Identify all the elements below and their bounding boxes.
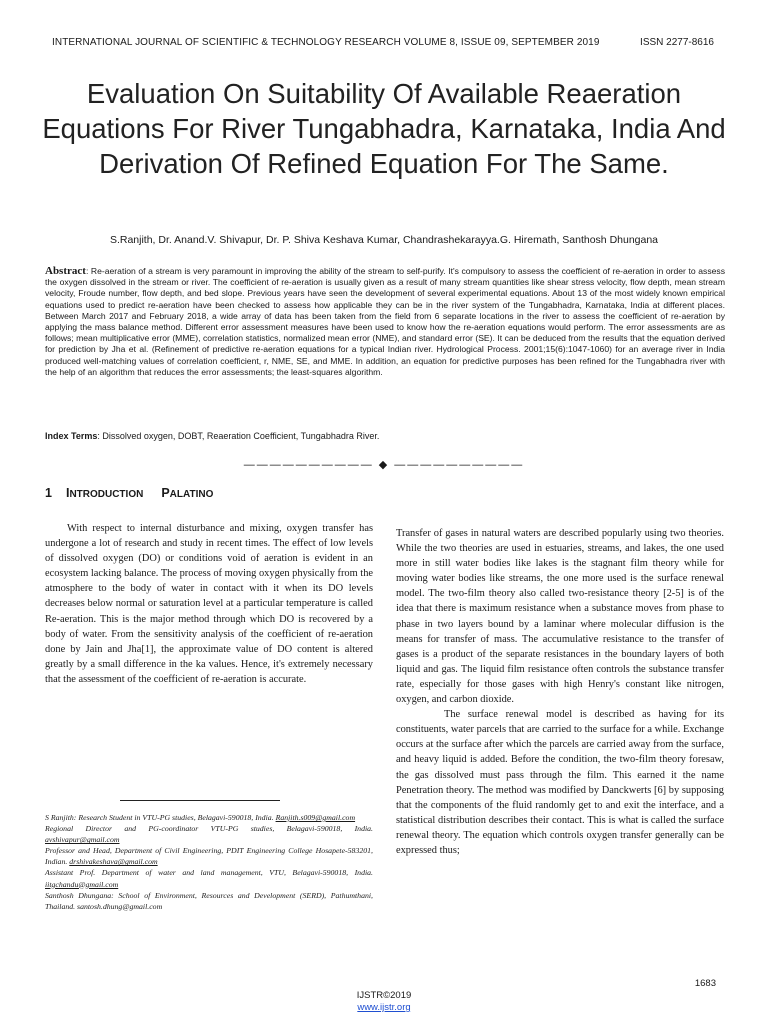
footnote-item: Professor and Head, Department of Civil Engineering, PDIT Engineering College Hosapete-583201, Indian. drshivakeshava@gmail.com xyxy=(45,846,373,867)
issn-label: ISSN 2277-8616 xyxy=(640,37,714,48)
email-link[interactable]: avshivapur@gmail.com xyxy=(45,835,120,845)
footnote-item: Regional Director and PG-coordinator VTU-PG studies, Belagavi-590018, India. avshivapur@gmail.com xyxy=(45,824,373,845)
footer-copyright: IJSTR©2019 xyxy=(356,990,412,1001)
index-terms-text: : Dissolved oxygen, DOBT, Reaeration Coefficient, Tungabhadra River. xyxy=(97,431,380,441)
abstract-text: : Re-aeration of a stream is very paramount in improving the ability of the stream to self-purify. It's compulsory to assess the coefficient of re-aeration in order to assess the oxygen dissolved in the stream or river. The coefficient of re-aeration is usually given as a result of many stream quantities like shear stress velocity, flow depth, mean stream velocity, Froude number, flow depth, and bed slope. Previous years have seen the development of several experimental equations. About 13 of the most widely known empirical equations used to predict re-aeration have been checked to assess how applicable they can be in the river system of the Tungabhadra, Karnataka, India at different places. Between March 2017 and February 2018, a wide array of data has been taken from the field from 6 separate locations in the river to assess the coefficient of re-aeration by applying the mass balance method. Different error assessment measures have been used to know how the re-aeration equations would perform. The error assessments are as follows; mean multiplicative error (MME), correlation statistics, normalized mean error (NME), and standard error (SE). It can be deduced from the results that the equation derived for prediction by Jha et al. (Refinement of predictive re-aeration equations for a typical Indian river. Hydrological Process. 2001;15(6):1047-1060) for an average river in India produced well-matching values of correlation coefficient, r, NME, SE, and MME. In addition, an equation for predictive purposes has been refined for the Tungabhadra river with the help of an algorithm that reduces the error assessments; the least-squares algorithm. xyxy=(45,266,725,377)
email-link[interactable]: drshivakeshava@gmail.com xyxy=(69,857,158,867)
paper-title: Evaluation On Suitability Of Available Reaeration Equations For River Tungabhadra, Karnataka, India And Derivation Of Refined Equation For The Same. xyxy=(42,78,726,179)
journal-header: INTERNATIONAL JOURNAL OF SCIENTIFIC & TECHNOLOGY RESEARCH VOLUME 8, ISSUE 09, SEPTEMBER 2019 xyxy=(52,37,600,48)
theory-paragraph: Transfer of gases in natural waters are described popularly using two theories. While the two theories are used in estuaries, streams, and lakes, the one used more in still water bodies like lakes is the stagnant film theory while for moving water bodies like streams, the one more used is the surface renewal model. The two-film theory also called two-resistance theory [2-5] is of the idea that there is maximum resistance when a substance moves from phase to phase in two layers bound by a laminar where molecular diffusion is the means for transfer of mass. The accumulative resistance to the transfer of gases is a product of the separate resistances in the boundary layers of both liquid and gas. The liquid film resistance often controls the substance transfer rate, especially for those gases with high Henry's constant like nitrogen, oxygen, and carbon dioxide. xyxy=(396,528,724,706)
intro-paragraph: With respect to internal disturbance and mixing, oxygen transfer has undergone a lot of research and study in recent times. The effect of low levels of dissolved oxygen (DO) or conditions void of aeration is evident in an ecosystem lacking balance. The process of moving oxygen physically from the atmosphere to the body of water in contact with it when its DO levels decreases below normal or saturation level at a particular temperature is called Re-aeration. This is the major method through which DO is recovered by a body of water. From the sensitivity analysis of the coefficient of re-aeration done by Jain and Jha[1], the approximate value of DO content is altered greatly by a small difference in the ka values. Hence, it's extremely necessary that the assessment of the coefficient of re-aeration is accurate. xyxy=(45,523,373,685)
author-list: S.Ranjith, Dr. Anand.V. Shivapur, Dr. P. Shiva Keshava Kumar, Chandrashekarayya.G. Hiremath, Santhosh Dhungana xyxy=(109,234,659,246)
footnote-rule xyxy=(120,800,280,801)
footnotes xyxy=(45,812,373,912)
index-terms xyxy=(45,431,725,441)
index-terms-label: Index Terms xyxy=(45,431,98,441)
section-extra-initial: P xyxy=(161,486,170,500)
footnote-item: Assistant Prof. Department of water and land management, VTU, Belagavi-590018, India. iitgchandu@gmail.com xyxy=(45,868,373,889)
left-column xyxy=(45,521,373,687)
footnote-item: Santhosh Dhungana: School of Environment, Resources and Development (SERD), Pathumthani, Thailand. santosh.dhung@gmail.com xyxy=(45,890,373,911)
footnote-item: S Ranjith: Research Student in VTU-PG studies, Belagavi-590018, India. Ranjith.s009@gmail.com xyxy=(45,813,356,822)
email-link[interactable]: iitgchandu@gmail.com xyxy=(45,879,119,889)
section-extra-rest: ALATINO xyxy=(169,489,214,500)
section-name-rest: NTRODUCTION xyxy=(69,489,144,500)
section-initial: I xyxy=(65,486,70,500)
abstract xyxy=(45,266,725,378)
section-heading xyxy=(45,486,213,500)
right-column xyxy=(396,526,724,858)
footer-website xyxy=(0,1002,768,1013)
section-divider: —————————— ◆ —————————— xyxy=(243,459,525,471)
website-link[interactable]: www.ijstr.org xyxy=(357,1002,411,1013)
abstract-label: Abstract xyxy=(45,265,86,277)
email-link[interactable]: Ranjith.s009@gmail.com xyxy=(275,813,356,822)
section-number: 1 xyxy=(45,486,52,500)
surface-renewal-paragraph: The surface renewal model is described as having for its constituents, water parcels that are carried to the surface for a while. Exchange occurs at the surface after which the parcels are carried away from the surface, and heavy liquid is added. Before the condition, the two-film theory foresaw, the gas dissolved must pass through the film. This earned it the name Penetration theory. The method was modified by Danckwerts [6] by supposing that the components of the fluid randomly get to and exit the interface, and a statistical distribution describes their contact. This is what is called the surface renewal theory. The equation which controls oxygen transfer generally can be expressed thus; xyxy=(396,709,724,856)
page-number: 1683 xyxy=(694,978,716,989)
